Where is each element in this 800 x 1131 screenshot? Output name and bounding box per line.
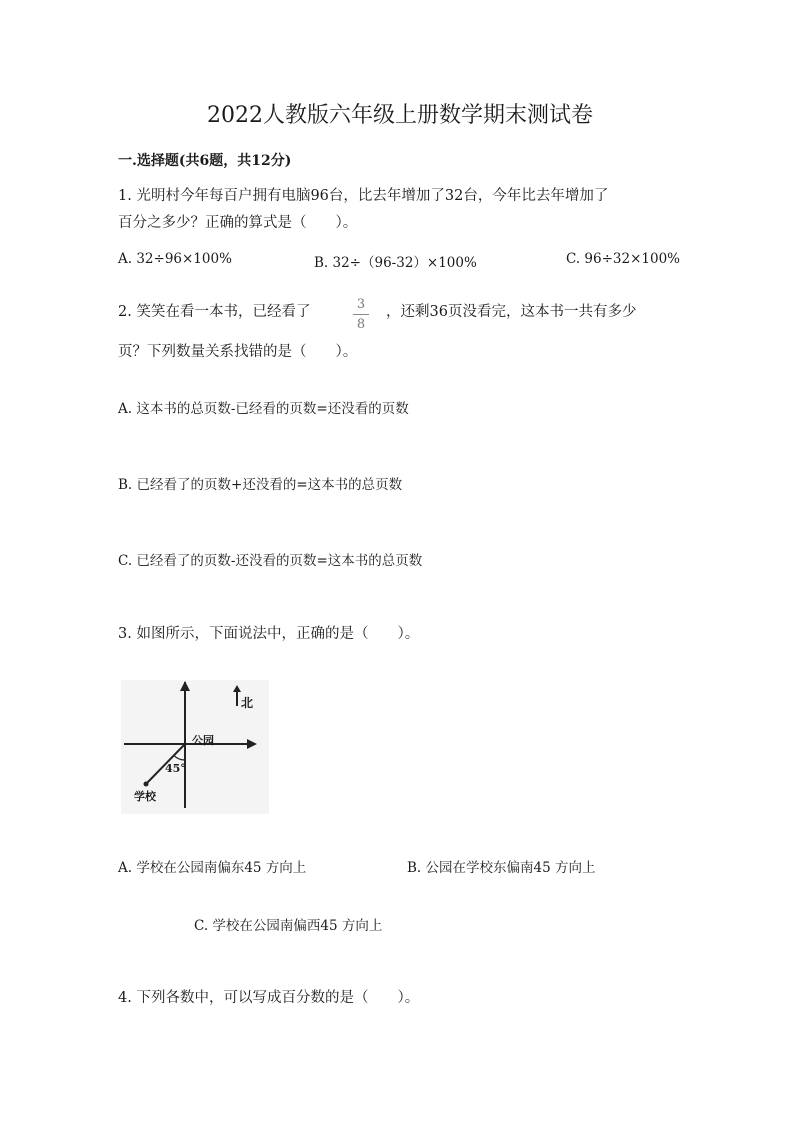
section-heading: 一.选择题(共6题，共12分) <box>118 153 292 169</box>
page-title: 2022人教版六年级上册数学期末测试卷 <box>207 103 593 128</box>
north-arrow-head <box>233 685 241 692</box>
question-3-text: 3. 如图所示，下面说法中，正确的是（ ）。 <box>118 626 420 642</box>
question-4-text: 4. 下列各数中，可以写成百分数的是（ ）。 <box>118 990 420 1006</box>
question-1-option-c: C. 96÷32×100% <box>566 251 681 267</box>
question-2-line2: 页？下列数量关系找错的是（ ）。 <box>118 344 358 360</box>
horizontal-axis-arrowhead <box>247 739 257 749</box>
question-3-option-b: B. 公园在学校东偏南45 方向上 <box>407 860 596 876</box>
angle-label: 45° <box>165 762 186 775</box>
park-label: 公园 <box>192 734 214 747</box>
question-3-option-a: A. 学校在公园南偏东45 方向上 <box>118 860 307 876</box>
school-label: 学校 <box>134 790 156 803</box>
fraction-bar <box>353 314 369 315</box>
north-label: 北 <box>241 696 254 710</box>
question-2-option-a: A. 这本书的总页数-已经看的页数=还没看的页数 <box>118 401 409 417</box>
school-point <box>144 782 149 787</box>
question-2-text-after: ，还剩36页没看完，这本书一共有多少 <box>386 304 637 320</box>
question-1-option-b: B. 32÷（96-32）×100% <box>314 255 477 271</box>
angle-arc <box>174 755 185 760</box>
fraction-three-eighths <box>350 296 372 333</box>
fraction-denominator: 8 <box>356 317 366 332</box>
direction-figure <box>121 680 269 814</box>
question-2-option-c: C. 已经看了的页数-还没看的页数=这本书的总页数 <box>118 553 423 569</box>
question-3-option-c: C. 学校在公园南偏西45 方向上 <box>194 918 383 934</box>
question-1-option-a: A. 32÷96×100% <box>118 251 232 267</box>
question-2-text-before: 2. 笑笑在看一本书，已经看了 <box>118 304 311 320</box>
vertical-axis-arrowhead <box>180 681 190 691</box>
fraction-numerator: 3 <box>356 297 366 312</box>
question-1-line2: 百分之多少？正确的算式是（ ）。 <box>118 215 358 231</box>
question-2-option-b: B. 已经看了的页数+还没看的=这本书的总页数 <box>118 477 403 493</box>
question-1-line1: 1. 光明村今年每百户拥有电脑96台，比去年增加了32台，今年比去年增加了 <box>118 188 609 204</box>
